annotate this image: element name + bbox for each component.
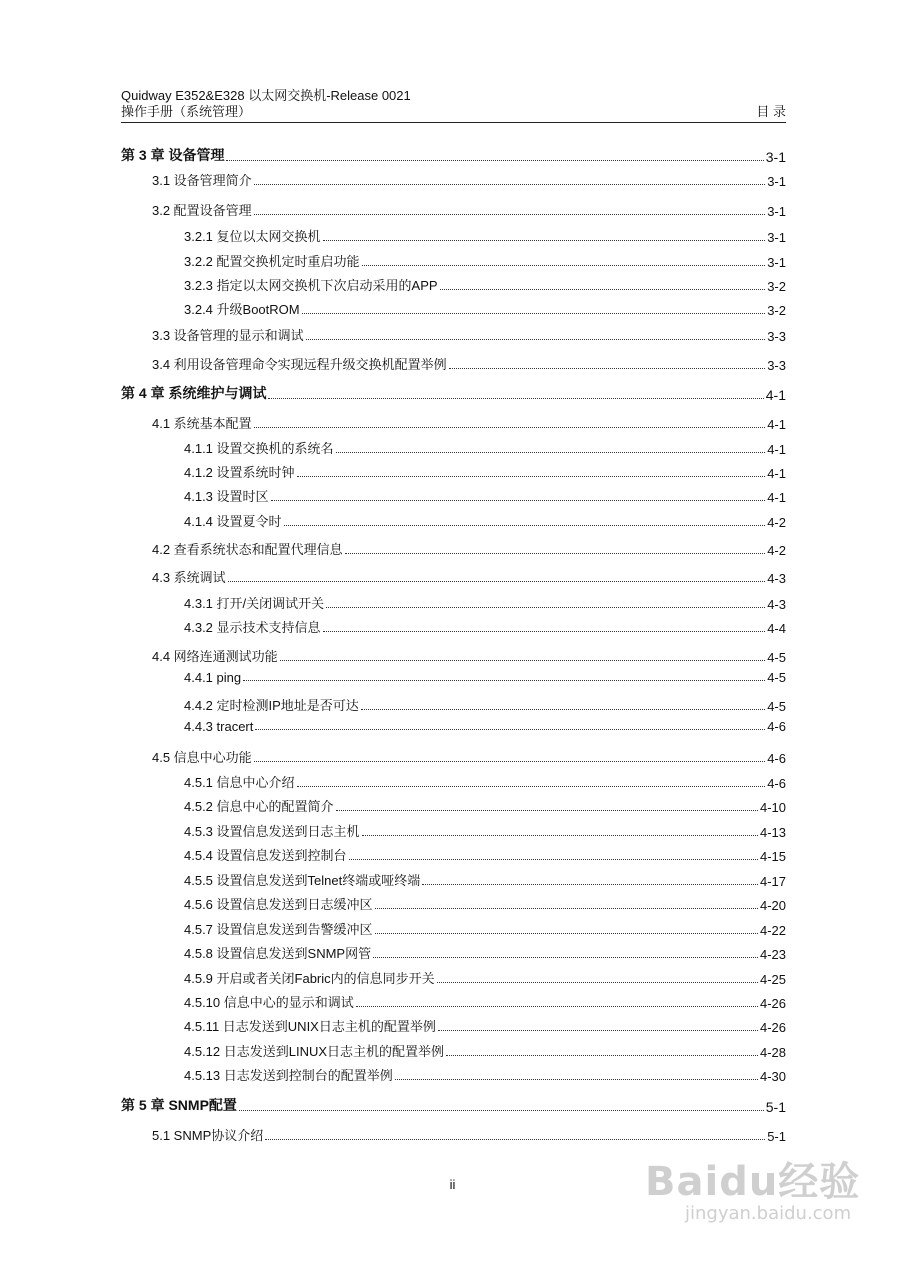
- toc-entry-page: 4-6: [767, 751, 786, 766]
- toc-entry[interactable]: [184, 299, 786, 318]
- toc-entry[interactable]: [152, 646, 786, 665]
- toc-entry[interactable]: [184, 251, 786, 270]
- toc-entry[interactable]: [184, 617, 786, 636]
- toc-leader-dots: [254, 184, 766, 185]
- toc-leader-dots: [254, 761, 766, 762]
- toc-entry-label: 3.3 设备管理的显示和调试: [152, 328, 304, 343]
- toc-leader-dots: [254, 427, 766, 428]
- toc-entry-page: 4-1: [765, 387, 786, 403]
- toc-entry-page: 4-15: [759, 849, 786, 864]
- document-title: Quidway E352&E328 以太网交换机-Release 0021: [121, 88, 411, 103]
- toc-entry-page: 3-2: [767, 279, 786, 294]
- toc-entry-label: 4.1.1 设置交换机的系统名: [184, 441, 334, 456]
- toc-leader-dots: [422, 884, 758, 885]
- toc-entry[interactable]: [184, 772, 786, 791]
- toc-entry[interactable]: [184, 695, 786, 714]
- toc-entry-page: 4-2: [767, 543, 786, 558]
- toc-entry[interactable]: [184, 593, 786, 612]
- toc-entry-page: 4-5: [767, 699, 786, 714]
- toc-entry-page: 4-10: [759, 800, 786, 815]
- toc-entry[interactable]: [184, 968, 786, 987]
- toc-entry-page: 4-6: [767, 719, 786, 734]
- toc-entry-page: 4-23: [759, 947, 786, 962]
- toc-entry-label: 4.4.2 定时检测IP地址是否可达: [184, 698, 359, 713]
- toc-entry-page: 3-1: [767, 174, 786, 189]
- toc-entry-label: 4.1.2 设置系统时钟: [184, 465, 295, 480]
- toc-entry[interactable]: [121, 145, 786, 165]
- toc-entry-label: 4.4 网络连通测试功能: [152, 649, 278, 664]
- toc-entry-label: 4.4.3 tracert: [184, 719, 254, 734]
- toc-leader-dots: [449, 368, 766, 369]
- toc-leader-dots: [349, 859, 758, 860]
- toc-entry-page: 4-25: [759, 972, 786, 987]
- toc-leader-dots: [280, 660, 766, 661]
- toc-entry-page: 4-17: [759, 874, 786, 889]
- watermark-url: jingyan.baidu.com: [685, 1203, 852, 1224]
- toc-entry-page: 5-1: [765, 1099, 786, 1115]
- toc-entry-page: 4-1: [767, 442, 786, 457]
- toc-leader-dots: [373, 957, 758, 958]
- toc-entry-label: 4.5.3 设置信息发送到日志主机: [184, 824, 360, 839]
- toc-leader-dots: [265, 1139, 765, 1140]
- toc-entry-label: 第 5 章 SNMP配置: [121, 1097, 237, 1113]
- toc-leader-dots: [243, 680, 765, 681]
- toc-entry-page: 3-1: [767, 255, 786, 270]
- toc-entry-label: 第 4 章 系统维护与调试: [121, 385, 267, 401]
- toc-entry[interactable]: [152, 567, 786, 586]
- toc-leader-dots: [345, 553, 766, 554]
- toc-entry-label: 3.2.3 指定以太网交换机下次启动采用的APP: [184, 278, 438, 293]
- watermark-logo: Baidu经验: [645, 1159, 861, 1205]
- toc-leader-dots: [228, 581, 766, 582]
- toc-entry-label: 4.5.12 日志发送到LINUX日志主机的配置举例: [184, 1044, 445, 1059]
- toc-entry-page: 3-3: [767, 329, 786, 344]
- toc-entry-label: 4.1.4 设置夏令时: [184, 514, 282, 529]
- toc-entry[interactable]: [152, 539, 786, 558]
- toc-entry-label: 4.3.2 显示技术支持信息: [184, 620, 321, 635]
- toc-entry-label: 4.5.8 设置信息发送到SNMP网管: [184, 946, 372, 961]
- toc-leader-dots: [362, 265, 766, 266]
- toc-leader-dots: [362, 835, 758, 836]
- toc-entry-label: 4.3 系统调试: [152, 570, 226, 585]
- toc-entry-label: 4.5.1 信息中心介绍: [184, 775, 295, 790]
- toc-entry-label: 3.1 设备管理简介: [152, 173, 252, 188]
- toc-entry-label: 4.5.6 设置信息发送到日志缓冲区: [184, 897, 373, 912]
- toc-entry-label: 4.5.2 信息中心的配置简介: [184, 799, 334, 814]
- toc-entry-label: 4.5.5 设置信息发送到Telnet终端或哑终端: [184, 873, 421, 888]
- toc-entry-label: 4.5 信息中心功能: [152, 750, 252, 765]
- toc-entry[interactable]: [184, 511, 786, 530]
- toc-leader-dots: [336, 452, 766, 453]
- toc-entry[interactable]: [121, 383, 786, 403]
- toc-leader-dots: [323, 631, 766, 632]
- toc-entry[interactable]: [184, 1041, 786, 1060]
- toc-leader-dots: [375, 933, 758, 934]
- toc-entry[interactable]: [152, 170, 786, 189]
- watermark: [645, 1150, 865, 1250]
- toc-entry-page: 4-26: [759, 996, 786, 1011]
- toc-leader-dots: [323, 240, 766, 241]
- toc-entry-label: 4.5.4 设置信息发送到控制台: [184, 848, 347, 863]
- toc-entry-label: 3.4 利用设备管理命令实现远程升级交换机配置举例: [152, 357, 447, 372]
- toc-entry-label: 4.4.1 ping: [184, 670, 242, 685]
- toc-leader-dots: [297, 476, 766, 477]
- toc-entry-label: 4.1 系统基本配置: [152, 416, 252, 431]
- toc-entry[interactable]: [184, 870, 786, 889]
- toc-entry[interactable]: [184, 275, 786, 294]
- toc-entry-page: 3-1: [767, 204, 786, 219]
- toc-entry-label: 第 3 章 设备管理: [121, 147, 225, 163]
- toc-entry[interactable]: [184, 821, 786, 840]
- toc-leader-dots: [254, 214, 766, 215]
- toc-entry-page: 4-3: [767, 571, 786, 586]
- toc-leader-dots: [306, 339, 766, 340]
- toc-entry[interactable]: [121, 1095, 786, 1115]
- toc-entry-label: 4.3.1 打开/关闭调试开关: [184, 596, 325, 611]
- toc-leader-dots: [446, 1055, 758, 1056]
- toc-leader-dots: [440, 289, 766, 290]
- toc-entry-page: 4-22: [759, 923, 786, 938]
- toc-entry[interactable]: [184, 992, 786, 1011]
- section-label: 目 录: [756, 104, 786, 119]
- toc-entry-label: 4.5.7 设置信息发送到告警缓冲区: [184, 922, 373, 937]
- toc-entry-label: 4.2 查看系统状态和配置代理信息: [152, 542, 343, 557]
- toc-entry-page: 3-3: [767, 358, 786, 373]
- toc-leader-dots: [356, 1006, 758, 1007]
- toc-entry-label: 4.1.3 设置时区: [184, 489, 269, 504]
- toc-entry[interactable]: [152, 1125, 786, 1144]
- toc-entry-label: 3.2 配置设备管理: [152, 203, 252, 218]
- toc-entry-page: 4-28: [759, 1045, 786, 1060]
- toc-entry[interactable]: [184, 1065, 786, 1084]
- toc-entry[interactable]: [184, 943, 786, 962]
- toc-leader-dots: [255, 729, 765, 730]
- toc-leader-dots: [284, 525, 766, 526]
- toc-leader-dots: [239, 1110, 764, 1111]
- toc-entry-page: 4-30: [759, 1069, 786, 1084]
- toc-entry-label: 3.2.4 升级BootROM: [184, 302, 300, 317]
- toc-leader-dots: [361, 709, 765, 710]
- toc-entry[interactable]: [152, 354, 786, 373]
- toc-entry[interactable]: [184, 894, 786, 913]
- toc-entry[interactable]: [184, 486, 786, 505]
- toc-entry-page: 4-20: [759, 898, 786, 913]
- page-header: [121, 88, 786, 120]
- toc-entry[interactable]: [184, 919, 786, 938]
- toc-entry-page: 4-2: [767, 515, 786, 530]
- toc-entry-label: 4.5.10 信息中心的显示和调试: [184, 995, 354, 1010]
- toc-leader-dots: [226, 160, 763, 161]
- toc-entry[interactable]: [152, 325, 786, 344]
- toc-entry[interactable]: [184, 462, 786, 481]
- toc-leader-dots: [268, 398, 763, 399]
- toc-entry[interactable]: [184, 1016, 786, 1035]
- toc-entry-page: 3-1: [765, 149, 786, 165]
- toc-leader-dots: [326, 607, 765, 608]
- toc-entry[interactable]: [184, 670, 786, 685]
- toc-entry[interactable]: [184, 845, 786, 864]
- toc-leader-dots: [438, 1030, 758, 1031]
- toc-entry-page: 3-2: [767, 303, 786, 318]
- toc-entry[interactable]: [152, 413, 786, 432]
- toc-entry-label: 4.5.11 日志发送到UNIX日志主机的配置举例: [184, 1019, 436, 1034]
- toc-entry-label: 3.2.2 配置交换机定时重启功能: [184, 254, 360, 269]
- toc-entry-page: 4-3: [767, 597, 786, 612]
- toc-leader-dots: [336, 810, 758, 811]
- toc-entry-page: 4-1: [767, 490, 786, 505]
- toc-entry-label: 4.5.13 日志发送到控制台的配置举例: [184, 1068, 393, 1083]
- toc-entry-page: 5-1: [767, 1129, 786, 1144]
- toc-entry-page: 4-13: [759, 825, 786, 840]
- toc-entry-page: 4-5: [767, 650, 786, 665]
- header-rule: [121, 122, 786, 123]
- toc-entry-page: 4-1: [767, 466, 786, 481]
- toc-entry[interactable]: [184, 796, 786, 815]
- page-number: ii: [449, 1177, 456, 1192]
- toc-entry[interactable]: [184, 226, 786, 245]
- toc-entry-page: 4-1: [767, 417, 786, 432]
- toc-leader-dots: [375, 908, 758, 909]
- toc-leader-dots: [302, 313, 766, 314]
- document-subtitle: 操作手册（系统管理）: [121, 104, 252, 119]
- toc-entry-page: 3-1: [767, 230, 786, 245]
- toc-leader-dots: [271, 500, 766, 501]
- toc-entry-label: 5.1 SNMP协议介绍: [152, 1128, 264, 1143]
- toc-leader-dots: [437, 982, 758, 983]
- toc-entry-label: 3.2.1 复位以太网交换机: [184, 229, 321, 244]
- toc-entry[interactable]: [152, 747, 786, 766]
- toc-leader-dots: [297, 786, 766, 787]
- toc-leader-dots: [395, 1079, 758, 1080]
- toc-entry-page: 4-6: [767, 776, 786, 791]
- toc-entry[interactable]: [152, 200, 786, 219]
- toc-entry-page: 4-4: [767, 621, 786, 636]
- toc-entry-page: 4-26: [759, 1020, 786, 1035]
- toc-entry[interactable]: [184, 438, 786, 457]
- toc-entry-page: 4-5: [767, 670, 786, 685]
- toc-entry-label: 4.5.9 开启或者关闭Fabric内的信息同步开关: [184, 971, 435, 986]
- toc-entry[interactable]: [184, 719, 786, 734]
